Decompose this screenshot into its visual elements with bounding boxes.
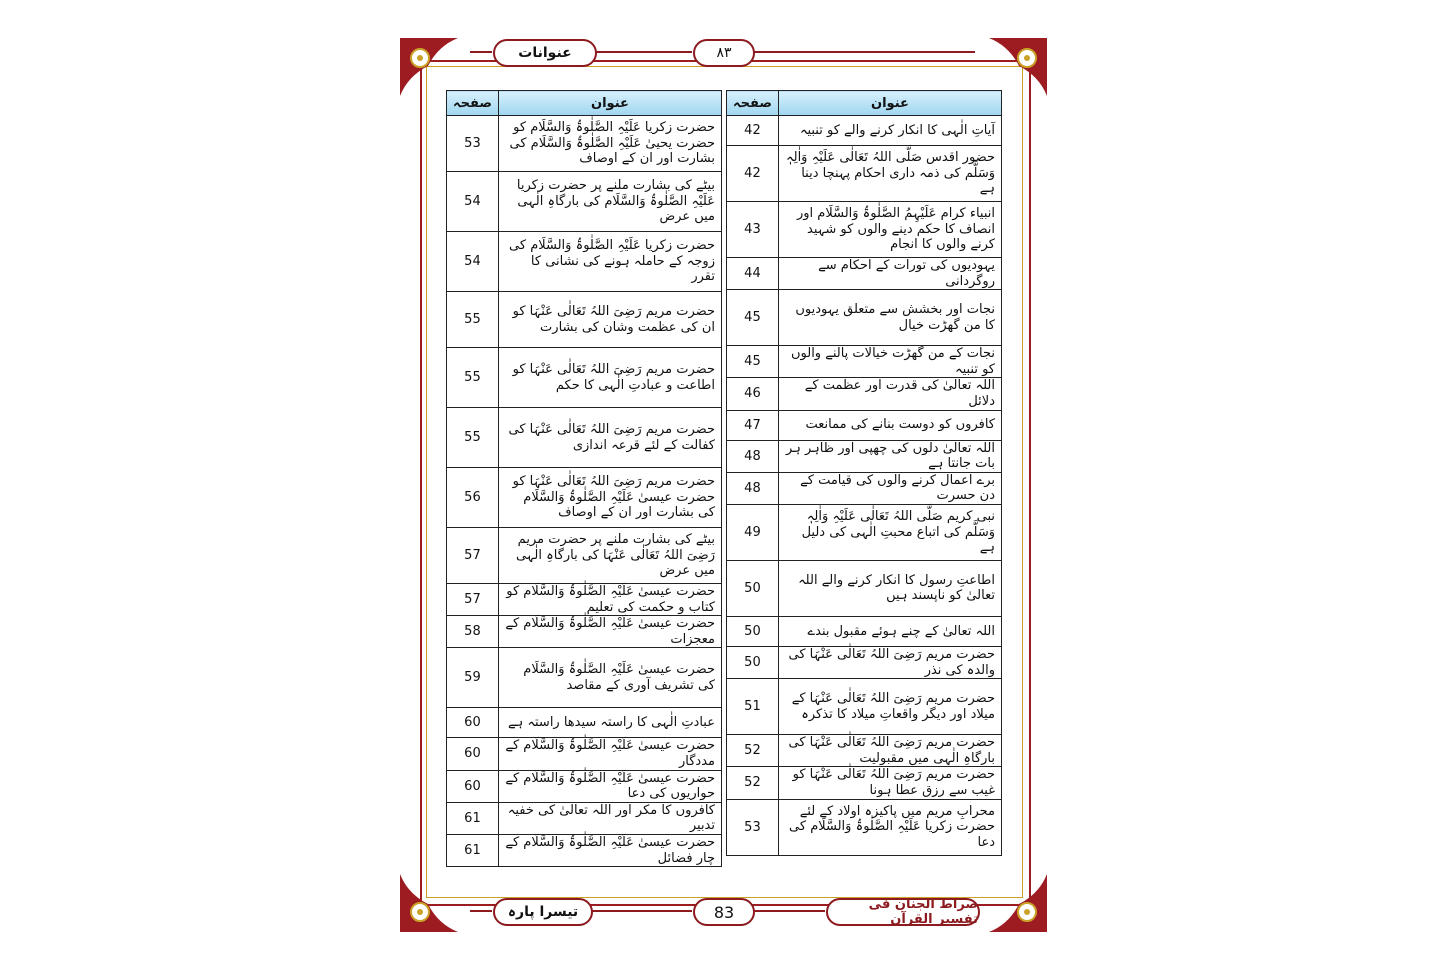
footer-rule [591, 910, 692, 912]
toc-entry-text: نبی کریم صَلَّی اللہُ تَعَالٰی عَلَیْہِ وَاٰلِہٖ وَسَلَّم کی اتباع محبتِ الٰہی کی دلیل ہے [801, 509, 995, 556]
toc-table-left [446, 90, 722, 867]
toc-row [727, 504, 1002, 560]
toc-entry-title [778, 378, 1001, 410]
toc-entry-title [778, 410, 1001, 440]
toc-row [447, 616, 722, 648]
toc-row [727, 440, 1002, 472]
toc-row [447, 708, 722, 738]
toc-entry-title [498, 802, 721, 834]
toc-row [727, 258, 1002, 290]
toc-row [727, 560, 1002, 616]
toc-entry-text: آیاتِ الٰہی کا انکار کرنے والے کو تنبیہ [799, 122, 995, 138]
toc-row [727, 378, 1002, 410]
toc-entry-title [498, 468, 721, 528]
toc-row [727, 202, 1002, 258]
toc-entry-page: 60 [447, 770, 499, 802]
toc-row [727, 616, 1002, 646]
toc-table-right [726, 90, 1002, 856]
toc-entry-page: 53 [447, 116, 499, 172]
toc-entry-title [778, 258, 1001, 290]
page-number-urdu: ۸۳ [693, 39, 755, 67]
corner-ornament-icon [398, 860, 472, 934]
toc-entry-text: محرابِ مریم میں پاکیزہ اولاد کے لئے حضرت زکریا عَلَیْہِ الصَّلٰوۃُ وَالسَّلَام کی دعا [789, 803, 995, 850]
page-number: 83 [693, 898, 755, 926]
toc-entry-page: 60 [447, 738, 499, 770]
toc-entry-text: حضرت عیسیٰ عَلَیْہِ الصَّلٰوۃُ وَالسَّلَام کی تشریف آوری کے مقاصد [523, 662, 715, 693]
toc-entry-text: نجات کے من گھڑت خیالات پالنے والوں کو تنبیہ [790, 346, 995, 377]
toc-entry-title [498, 528, 721, 584]
toc-entry-title [778, 799, 1001, 855]
toc-entry-text: برے اعمال کرنے والوں کی قیامت کے دن حسرت [800, 472, 995, 504]
toc-row [727, 767, 1002, 799]
toc-entry-title [498, 348, 721, 408]
toc-entry-title [498, 616, 721, 648]
toc-entry-page: 50 [727, 646, 779, 678]
toc-entry-text: عبادتِ الٰہی کا راستہ سیدھا راستہ ہے [508, 715, 715, 731]
toc-entry-page: 55 [447, 348, 499, 408]
toc-entry-title [778, 116, 1001, 146]
toc-entry-page: 55 [447, 292, 499, 348]
column-header-page: صفحہ [447, 91, 499, 116]
toc-row [727, 146, 1002, 202]
toc-entry-title [778, 767, 1001, 799]
toc-row [447, 232, 722, 292]
footer-rule [470, 910, 492, 912]
toc-entry-page: 52 [727, 767, 779, 799]
toc-entry-title [498, 708, 721, 738]
toc-row [447, 528, 722, 584]
toc-row [727, 290, 1002, 346]
toc-entry-title [498, 648, 721, 708]
toc-entry-text: حضرت مریم رَضِیَ اللہُ تَعَالٰی عَنْہَا کو اطاعت و عبادتِ الٰہی کا حکم [512, 361, 715, 393]
toc-entry-page: 50 [727, 616, 779, 646]
toc-entry-title [778, 440, 1001, 472]
toc-entry-title [778, 472, 1001, 504]
toc-entry-text: حضرت مریم رَضِیَ اللہُ تَعَالٰی عَنْہَا کو غیب سے رزق عطا ہونا [792, 767, 995, 798]
toc-row [447, 172, 722, 232]
footer-rule [753, 910, 825, 912]
toc-row [447, 834, 722, 866]
column-header-title: عنوان [498, 91, 721, 116]
toc-entry-text: کافروں کو دوست بنانے کی ممانعت [805, 417, 995, 433]
section-title: عنوانات [493, 39, 597, 67]
toc-entry-page: 42 [727, 116, 779, 146]
toc-entry-text: حضرت مریم رَضِیَ اللہُ تَعَالٰی عَنْہَا کی کفالت کے لئے قرعہ اندازی [508, 421, 715, 453]
toc-entry-title [498, 834, 721, 866]
toc-entry-text: نجات اور بخشش سے متعلق یہودیوں کا من گھڑت خیال [795, 302, 995, 333]
header-rule [470, 51, 492, 53]
toc-entry-page: 54 [447, 232, 499, 292]
toc-entry-title [778, 679, 1001, 735]
toc-entry-text: اللہ تعالیٰ دلوں کی چھپی اور ظاہر ہر بات جانتا ہے [786, 440, 995, 472]
toc-entry-text: حضرت عیسیٰ عَلَیْہِ الصَّلٰوۃُ وَالسَّلَام کے معجزات [505, 616, 715, 647]
toc-entry-title [778, 735, 1001, 767]
toc-entry-page: 47 [727, 410, 779, 440]
toc-entry-page: 43 [727, 202, 779, 258]
toc-entry-page: 61 [447, 834, 499, 866]
toc-entry-title [778, 504, 1001, 560]
toc-entry-text: حضرت مریم رَضِیَ اللہُ تَعَالٰی عَنْہَا کے میلاد اور دیگر واقعاتِ میلاد کا تذکرہ [791, 691, 995, 722]
toc-entry-page: 55 [447, 408, 499, 468]
toc-entry-page: 53 [727, 799, 779, 855]
toc-row [447, 648, 722, 708]
toc-entry-text: حضور اقدس صَلَّی اللہُ تَعَالٰی عَلَیْہِ وَاٰلِہٖ وَسَلَّم کی ذمہ داری احکام پہنچا دینا ہے [785, 150, 995, 197]
toc-entry-page: 49 [727, 504, 779, 560]
toc-row [447, 348, 722, 408]
toc-entry-page: 48 [727, 440, 779, 472]
toc-entry-page: 60 [447, 708, 499, 738]
toc-entry-title [498, 292, 721, 348]
toc-entry-page: 61 [447, 802, 499, 834]
book-brand: صراط الجنان فی تفسیر القرآن [826, 898, 980, 926]
toc-entry-title [498, 738, 721, 770]
toc-row [727, 646, 1002, 678]
toc-entry-page: 57 [447, 528, 499, 584]
column-header-title: عنوان [778, 91, 1001, 116]
toc-entry-page: 58 [447, 616, 499, 648]
toc-entry-page: 56 [447, 468, 499, 528]
toc-entry-title [498, 770, 721, 802]
toc-row [447, 292, 722, 348]
toc-entry-title [498, 232, 721, 292]
header-rule [753, 51, 975, 53]
toc-row [447, 408, 722, 468]
toc-row [447, 770, 722, 802]
toc-entry-text: حضرت زکریا عَلَیْہِ الصَّلٰوۃُ وَالسَّلَام کو حضرت یحییٰ عَلَیْہِ الصَّلٰوۃُ وَالسَّلَام کی بشارت اور ان کے اوصاف [509, 120, 715, 167]
toc-entry-page: 45 [727, 346, 779, 378]
toc-entry-title [778, 202, 1001, 258]
corner-ornament-icon [975, 860, 1049, 934]
toc-entry-title [778, 146, 1001, 202]
toc-entry-title [778, 290, 1001, 346]
toc-row [447, 802, 722, 834]
toc-row [727, 799, 1002, 855]
toc-entry-text: بیٹے کی بشارت ملنے پر حضرت زکریا عَلَیْہِ الصَّلٰوۃُ وَالسَّلَام کی بارگاہِ الٰہی میں عرض [516, 178, 715, 225]
toc-entry-text: حضرت مریم رَضِیَ اللہُ تَعَالٰی عَنْہَا کو ان کی عظمت وشان کی بشارت [512, 303, 715, 335]
toc-entry-page: 54 [447, 172, 499, 232]
toc-entry-text: حضرت عیسیٰ عَلَیْہِ الصَّلٰوۃُ وَالسَّلَام کو کتاب و حکمت کی تعلیم [506, 584, 715, 615]
toc-row [727, 472, 1002, 504]
toc-entry-text: حضرت عیسیٰ عَلَیْہِ الصَّلٰوۃُ وَالسَّلَام کے حواریوں کی دعا [505, 770, 715, 802]
toc-entry-page: 51 [727, 679, 779, 735]
toc-entry-text: حضرت عیسیٰ عَلَیْہِ الصَّلٰوۃُ وَالسَّلَام کے مددگار [505, 738, 715, 769]
toc-row [727, 735, 1002, 767]
toc-entry-title [498, 116, 721, 172]
toc-row [727, 410, 1002, 440]
toc-row [727, 346, 1002, 378]
toc-entry-page: 42 [727, 146, 779, 202]
toc-entry-title [778, 560, 1001, 616]
toc-entry-page: 59 [447, 648, 499, 708]
toc-entry-title [498, 408, 721, 468]
toc-entry-text: حضرت مریم رَضِیَ اللہُ تَعَالٰی عَنْہَا کو حضرت عیسیٰ عَلَیْہِ الصَّلٰوۃُ وَالسَّلَام کی بشارت اور ان کے اوصاف [512, 474, 715, 521]
toc-row [447, 738, 722, 770]
toc-entry-title [778, 346, 1001, 378]
toc-entry-text: حضرت مریم رَضِیَ اللہُ تَعَالٰی عَنْہَا کی والدہ کی نذر [788, 646, 995, 678]
toc-entry-title [778, 646, 1001, 678]
toc-entry-title [498, 172, 721, 232]
toc-entry-text: حضرت زکریا عَلَیْہِ الصَّلٰوۃُ وَالسَّلَام کی زوجہ کے حاملہ ہونے کی نشانی کا تقرر [509, 238, 715, 285]
column-header-page: صفحہ [727, 91, 779, 116]
toc-entry-page: 44 [727, 258, 779, 290]
toc-entry-page: 48 [727, 472, 779, 504]
toc-entry-page: 50 [727, 560, 779, 616]
toc-entry-text: کافروں کا مکر اور اللہ تعالیٰ کی خفیہ تدبیر [507, 802, 715, 834]
toc-entry-text: حضرت عیسیٰ عَلَیْہِ الصَّلٰوۃُ وَالسَّلَام کے چار فضائل [505, 834, 715, 866]
toc-entry-text: اللہ تعالیٰ کے چنے ہوئے مقبول بندے [807, 623, 995, 639]
toc-entry-page: 52 [727, 735, 779, 767]
header-rule [595, 51, 692, 53]
toc-row [447, 468, 722, 528]
toc-entry-text: اللہ تعالیٰ کی قدرت اور عظمت کے دلائل [804, 378, 995, 409]
toc-entry-text: حضرت مریم رَضِیَ اللہُ تَعَالٰی عَنْہَا کی بارگاہِ الٰہی میں مقبولیت [788, 735, 995, 766]
toc-entry-text: اطاعتِ رسول کا انکار کرنے والے اللہ تعالیٰ کو ناپسند ہیں [798, 572, 995, 604]
toc-entry-text: انبیاء کرام عَلَیْہِمُ الصَّلٰوۃُ وَالسَّلَام اور انصاف کا حکم دینے والوں کو شہید کرنے والوں کا انجام [797, 206, 995, 253]
toc-row [727, 116, 1002, 146]
toc-entry-page: 46 [727, 378, 779, 410]
toc-row [447, 584, 722, 616]
toc-row [447, 116, 722, 172]
toc-entry-page: 57 [447, 584, 499, 616]
toc-entry-text: بیٹے کی بشارت ملنے پر حضرت مریم رَضِیَ اللہُ تَعَالٰی عَنْہَا کی بارگاہِ الٰہی میں عرض [515, 532, 715, 579]
toc-entry-title [498, 584, 721, 616]
toc-row [727, 679, 1002, 735]
para-name: تیسرا پارہ [493, 898, 593, 926]
toc-entry-page: 45 [727, 290, 779, 346]
toc-entry-text: یہودیوں کی تورات کے احکام سے روگردانی [818, 258, 995, 289]
toc-entry-title [778, 616, 1001, 646]
